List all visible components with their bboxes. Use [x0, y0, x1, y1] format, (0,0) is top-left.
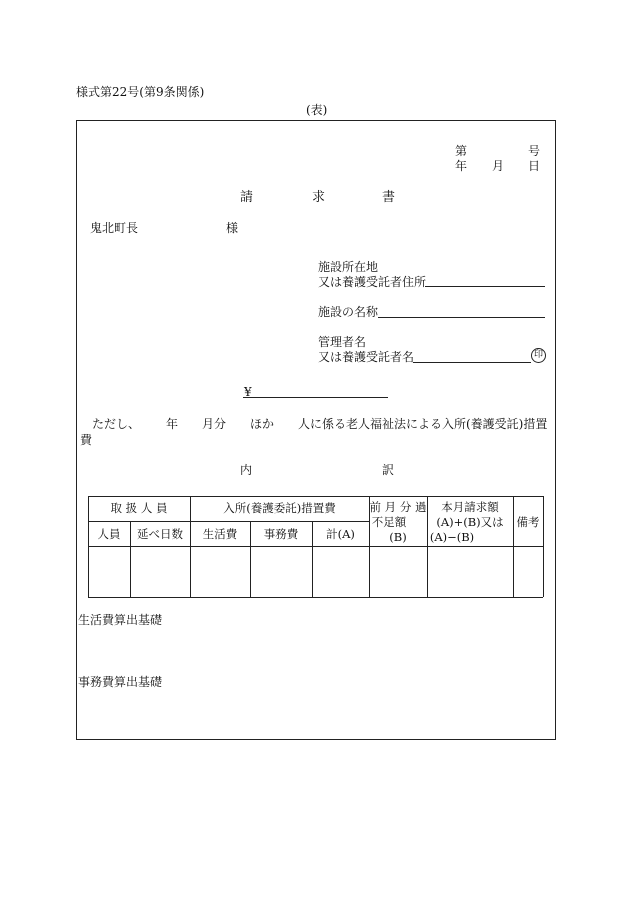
- header-prev-line-1: 前 月 分 過: [369, 500, 427, 514]
- doc-number-dai: 第: [455, 144, 468, 158]
- title-char-1: 請: [240, 190, 254, 205]
- manager-label-1: 管理者名: [318, 335, 367, 349]
- header-total-a: 計(A): [326, 527, 355, 541]
- manager-field-line: [413, 362, 531, 363]
- addressee-name: 鬼北町長: [90, 221, 139, 235]
- facility-name-field-line: [378, 317, 545, 318]
- header-persons: 人員: [97, 527, 121, 541]
- proviso-year: 年: [166, 417, 179, 431]
- header-measure-cost: 入所(養護委託)措置費: [223, 501, 336, 515]
- form-number: 様式第22号(第9条関係): [76, 85, 205, 99]
- seal-mark: 印: [531, 348, 546, 363]
- title-char-2: 求: [312, 190, 326, 205]
- date-month: 月: [492, 159, 505, 173]
- title-char-3: 書: [382, 190, 396, 205]
- amount-field-line: [243, 397, 388, 398]
- manager-label-2: 又は養護受託者名: [318, 350, 415, 364]
- yen-symbol: ¥: [244, 385, 252, 399]
- header-handling-persons: 取 扱 人 員: [110, 501, 168, 515]
- proviso-tadashi: ただし、: [92, 417, 141, 431]
- form-side-label: (表): [306, 103, 328, 117]
- header-claim-line-1: 本月請求額: [441, 500, 499, 514]
- breakdown-char-1: 内: [240, 463, 253, 477]
- doc-number-go: 号: [528, 144, 541, 158]
- date-day: 日: [528, 159, 541, 173]
- header-living-cost: 生活費: [202, 527, 238, 541]
- header-claim-line-3: (A)−(B): [429, 530, 475, 544]
- address-field-line: [425, 286, 545, 287]
- breakdown-char-2: 訳: [382, 463, 395, 477]
- living-cost-basis: 生活費算出基礎: [78, 613, 163, 627]
- header-remarks: 備考: [516, 515, 540, 529]
- header-prev-line-2: 不足額: [371, 515, 407, 529]
- header-prev-line-3: (B): [389, 530, 407, 544]
- header-office-cost: 事務費: [263, 527, 299, 541]
- address-label-2: 又は養護受託者住所: [318, 275, 427, 289]
- facility-name-label: 施設の名称: [318, 305, 379, 319]
- header-total-days: 延べ日数: [137, 527, 183, 541]
- address-label-1: 施設所在地: [318, 260, 379, 274]
- addressee-honorific: 様: [226, 221, 239, 235]
- proviso-line2: 費: [80, 433, 93, 447]
- office-cost-basis: 事務費算出基礎: [78, 675, 163, 689]
- proviso-month: 月分: [202, 417, 227, 431]
- proviso-hoka: ほか: [250, 417, 275, 431]
- date-year: 年: [455, 159, 468, 173]
- header-claim-line-2: (A)+(B)又は: [436, 515, 504, 529]
- proviso-rest: 人に係る老人福祉法による入所(養護受託)措置: [298, 417, 548, 431]
